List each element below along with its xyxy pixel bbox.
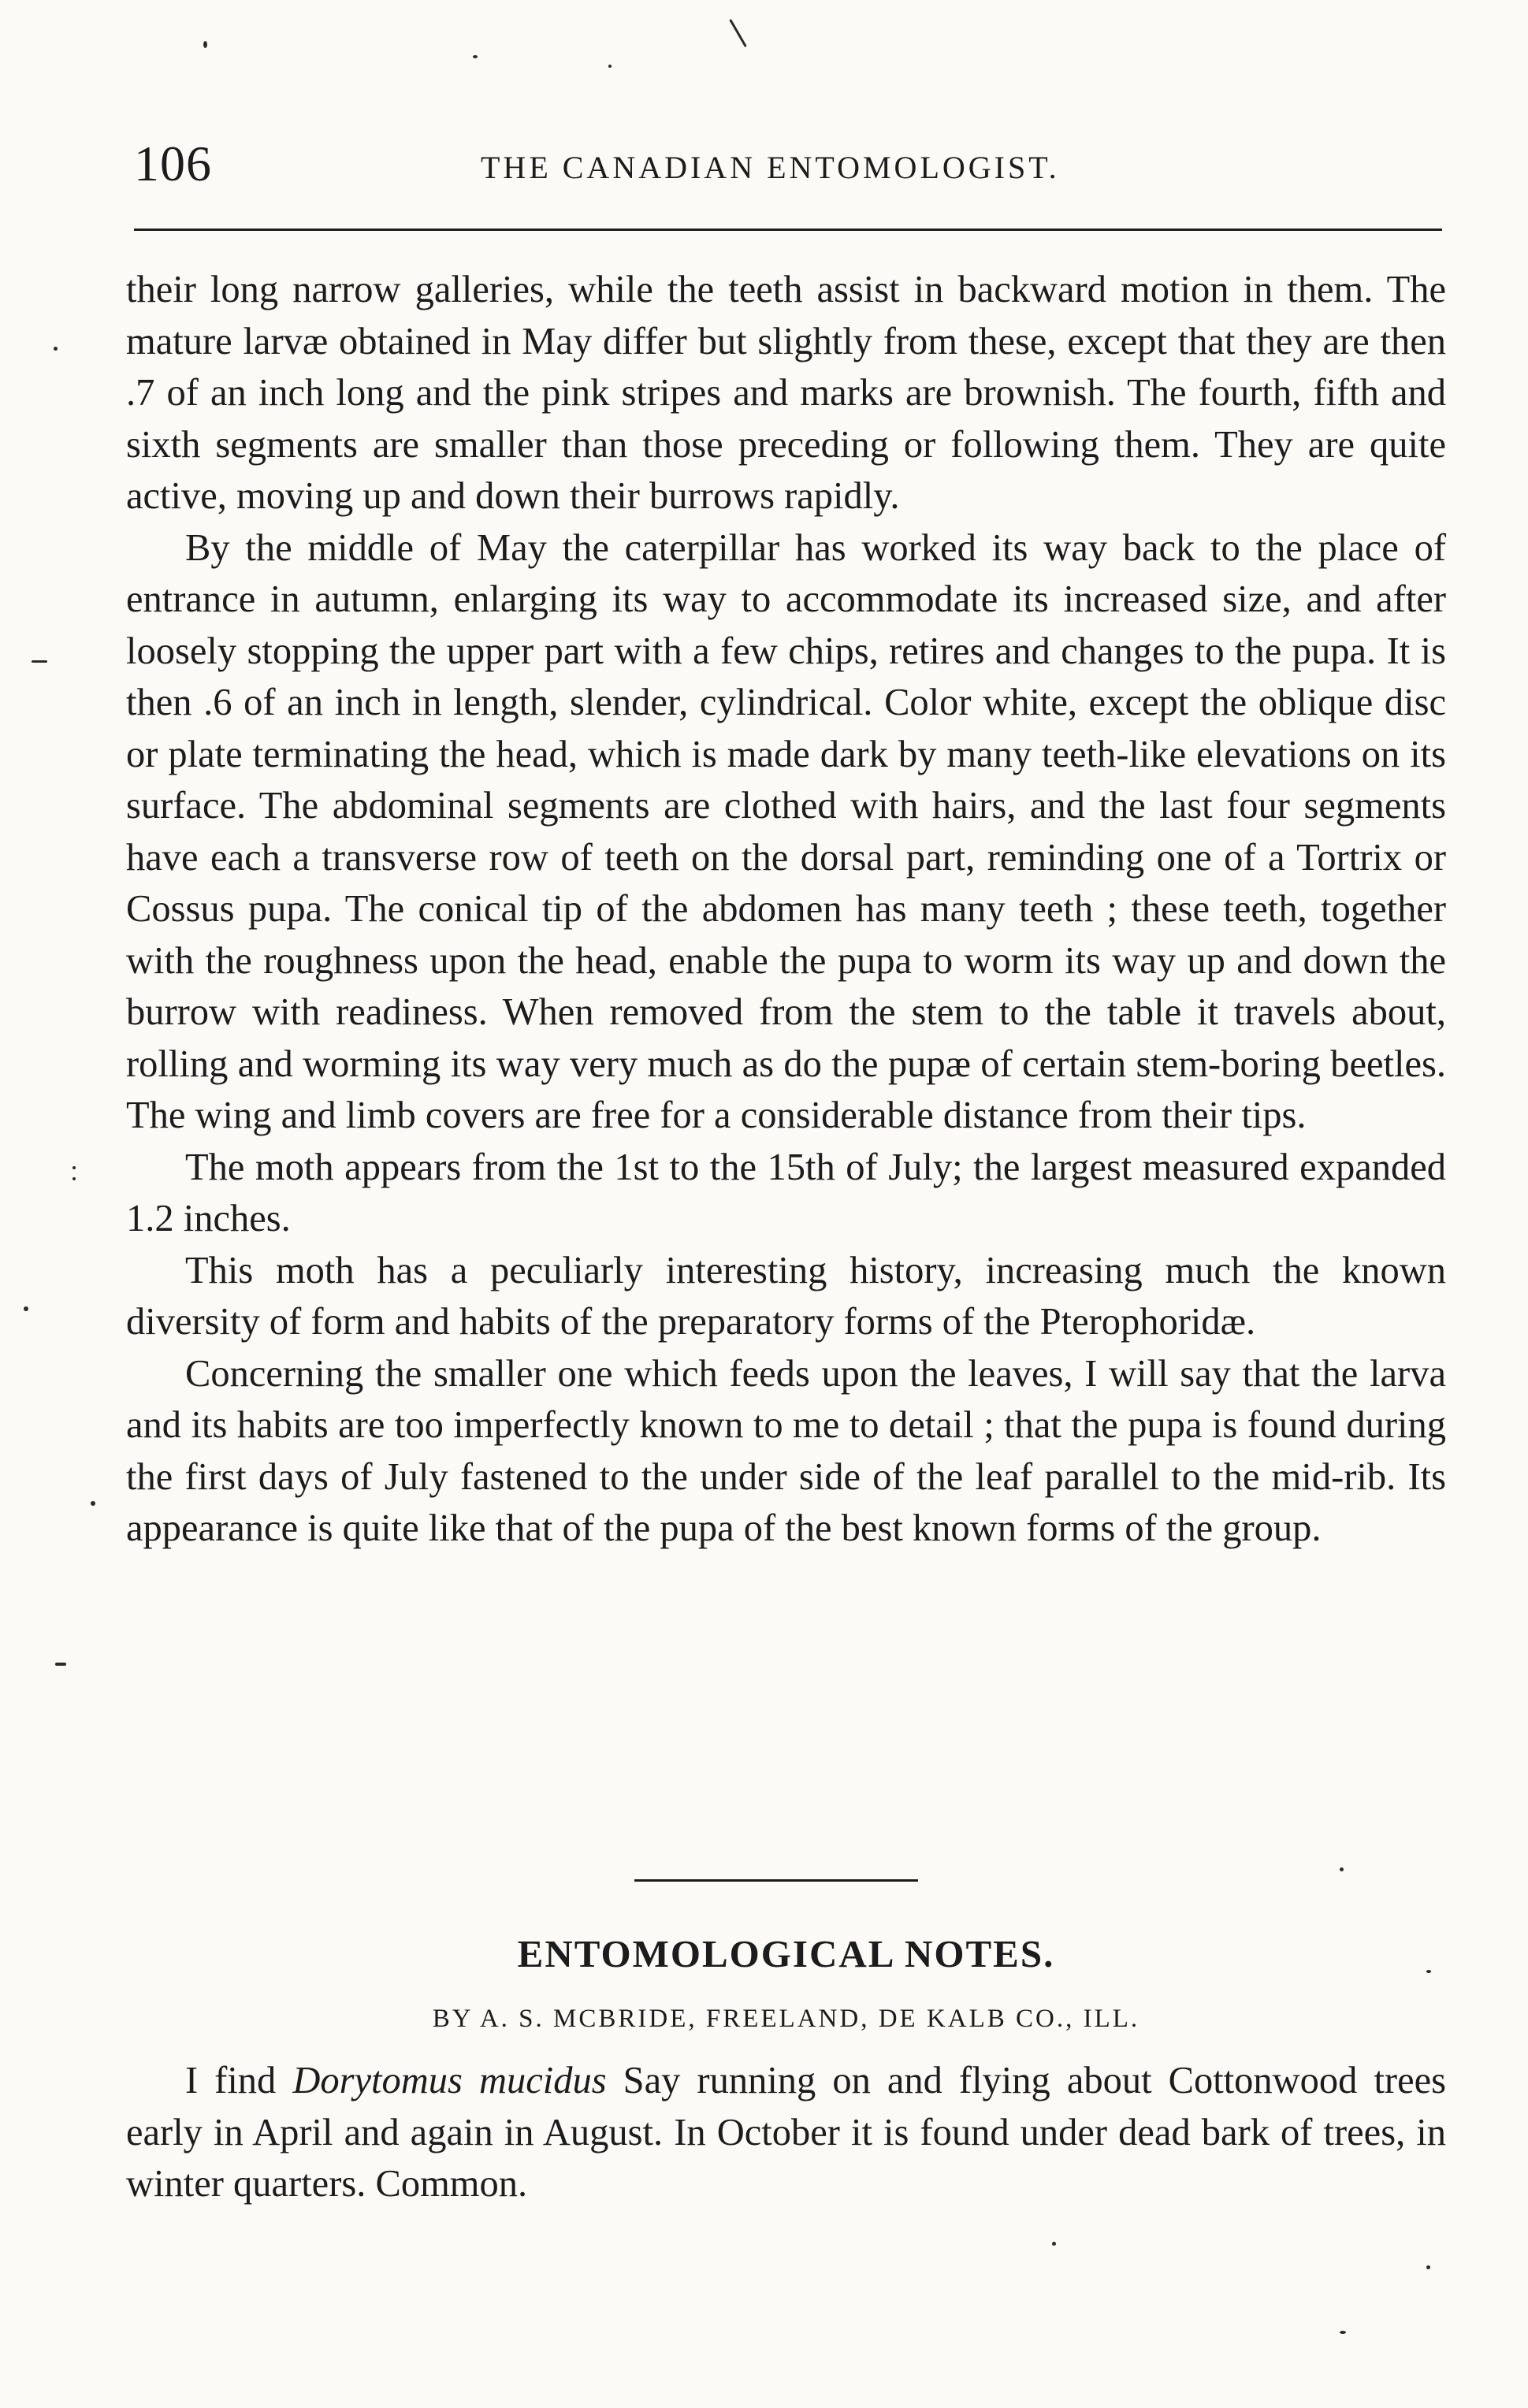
species-name: Dorytomus mucidus (292, 2060, 607, 2101)
ink-speck (608, 65, 612, 68)
running-head: THE CANADIAN ENTOMOLOGIST. (481, 150, 1060, 185)
ink-speck (473, 55, 478, 58)
ink-speck (72, 1166, 76, 1169)
section-title: ENTOMOLOGICAL NOTES. (517, 1932, 1055, 1975)
ink-speck (72, 1177, 76, 1180)
notes-paragraph (126, 2055, 1446, 2210)
ink-speck (91, 1501, 95, 1506)
ink-speck (54, 347, 58, 351)
paragraph: This moth has a peculiarly interesting history, increasing much the known diversity of form and habits of the preparatory forms of the Pterophoridæ. (126, 1249, 1446, 1343)
ink-speck (55, 1663, 66, 1666)
page-header (134, 132, 1442, 195)
ink-speck (1052, 2242, 1056, 2246)
ink-speck (1340, 1867, 1344, 1871)
ink-speck (1426, 2265, 1430, 2269)
ink-speck (729, 19, 747, 47)
ink-speck (1340, 2331, 1346, 2334)
notes-section (126, 1923, 1446, 2210)
page-number: 106 (134, 136, 212, 191)
paragraph: By the middle of May the caterpillar has worked its way back to the place of entrance in autumn, enlarging its way to accommodate its increased size, and after loosely stopping the upper part with a few chips, retires and changes to the pupa. It is then .6 of an inch in length, slender, cylindrical. Color white, except the oblique disc or plate terminating the head, which is made dark by many teeth-like elevations on its surface. The abdominal segments are clothed with hairs, and the last four segments have each a transverse row of teeth on the dorsal part, reminding one of a Tortrix or Cossus pupa. The conical tip of the abdomen has many teeth ; these teeth, together with the roughness upon the head, enable the pupa to worm its way up and down the burrow with readiness. When removed from the stem to the table it travels about, rolling and worming its way very much as do the pupæ of certain stem-boring beetles. The wing and limb covers are free for a considerable distance from their tips. (126, 526, 1446, 1136)
notes-rest: Say running on and flying about Cottonwood trees early in April and again in August. In October it is found under dead bark of trees, in winter quarters. Common. (126, 2060, 1447, 2205)
paragraph: Concerning the smaller one which feeds upon the leaves, I will say that the larva and its habits are too imperfectly known to me to detail ; that the pupa is found during the first days of July fastened to the under side of the leaf parallel to the mid-rib. Its appearance is quite like that of the pupa of the best known forms of the group. (126, 1352, 1446, 1549)
section-separator (634, 1879, 918, 1882)
paragraph: their long narrow galleries, while the teeth assist in backward motion in them. The mature larvæ obtained in May differ but slightly from these, except that they are then .7 of an inch long and the pink stripes and marks are brownish. The fourth, fifth and sixth segments are smaller than those preceding or following them. They are quite active, moving up and down their burrows rapidly. (126, 269, 1446, 517)
ink-speck (203, 41, 207, 48)
paragraph: The moth appears from the 1st to the 15th of July; the largest measured expanded 1.2 inches. (126, 1146, 1446, 1239)
header-rule (134, 229, 1442, 231)
ink-speck (32, 660, 47, 663)
article-body (126, 264, 1446, 1555)
byline: BY A. S. MCBRIDE, FREELAND, DE KALB CO., ILL. (432, 2005, 1140, 2033)
ink-speck (24, 1306, 28, 1311)
notes-lead: I find (185, 2060, 293, 2101)
